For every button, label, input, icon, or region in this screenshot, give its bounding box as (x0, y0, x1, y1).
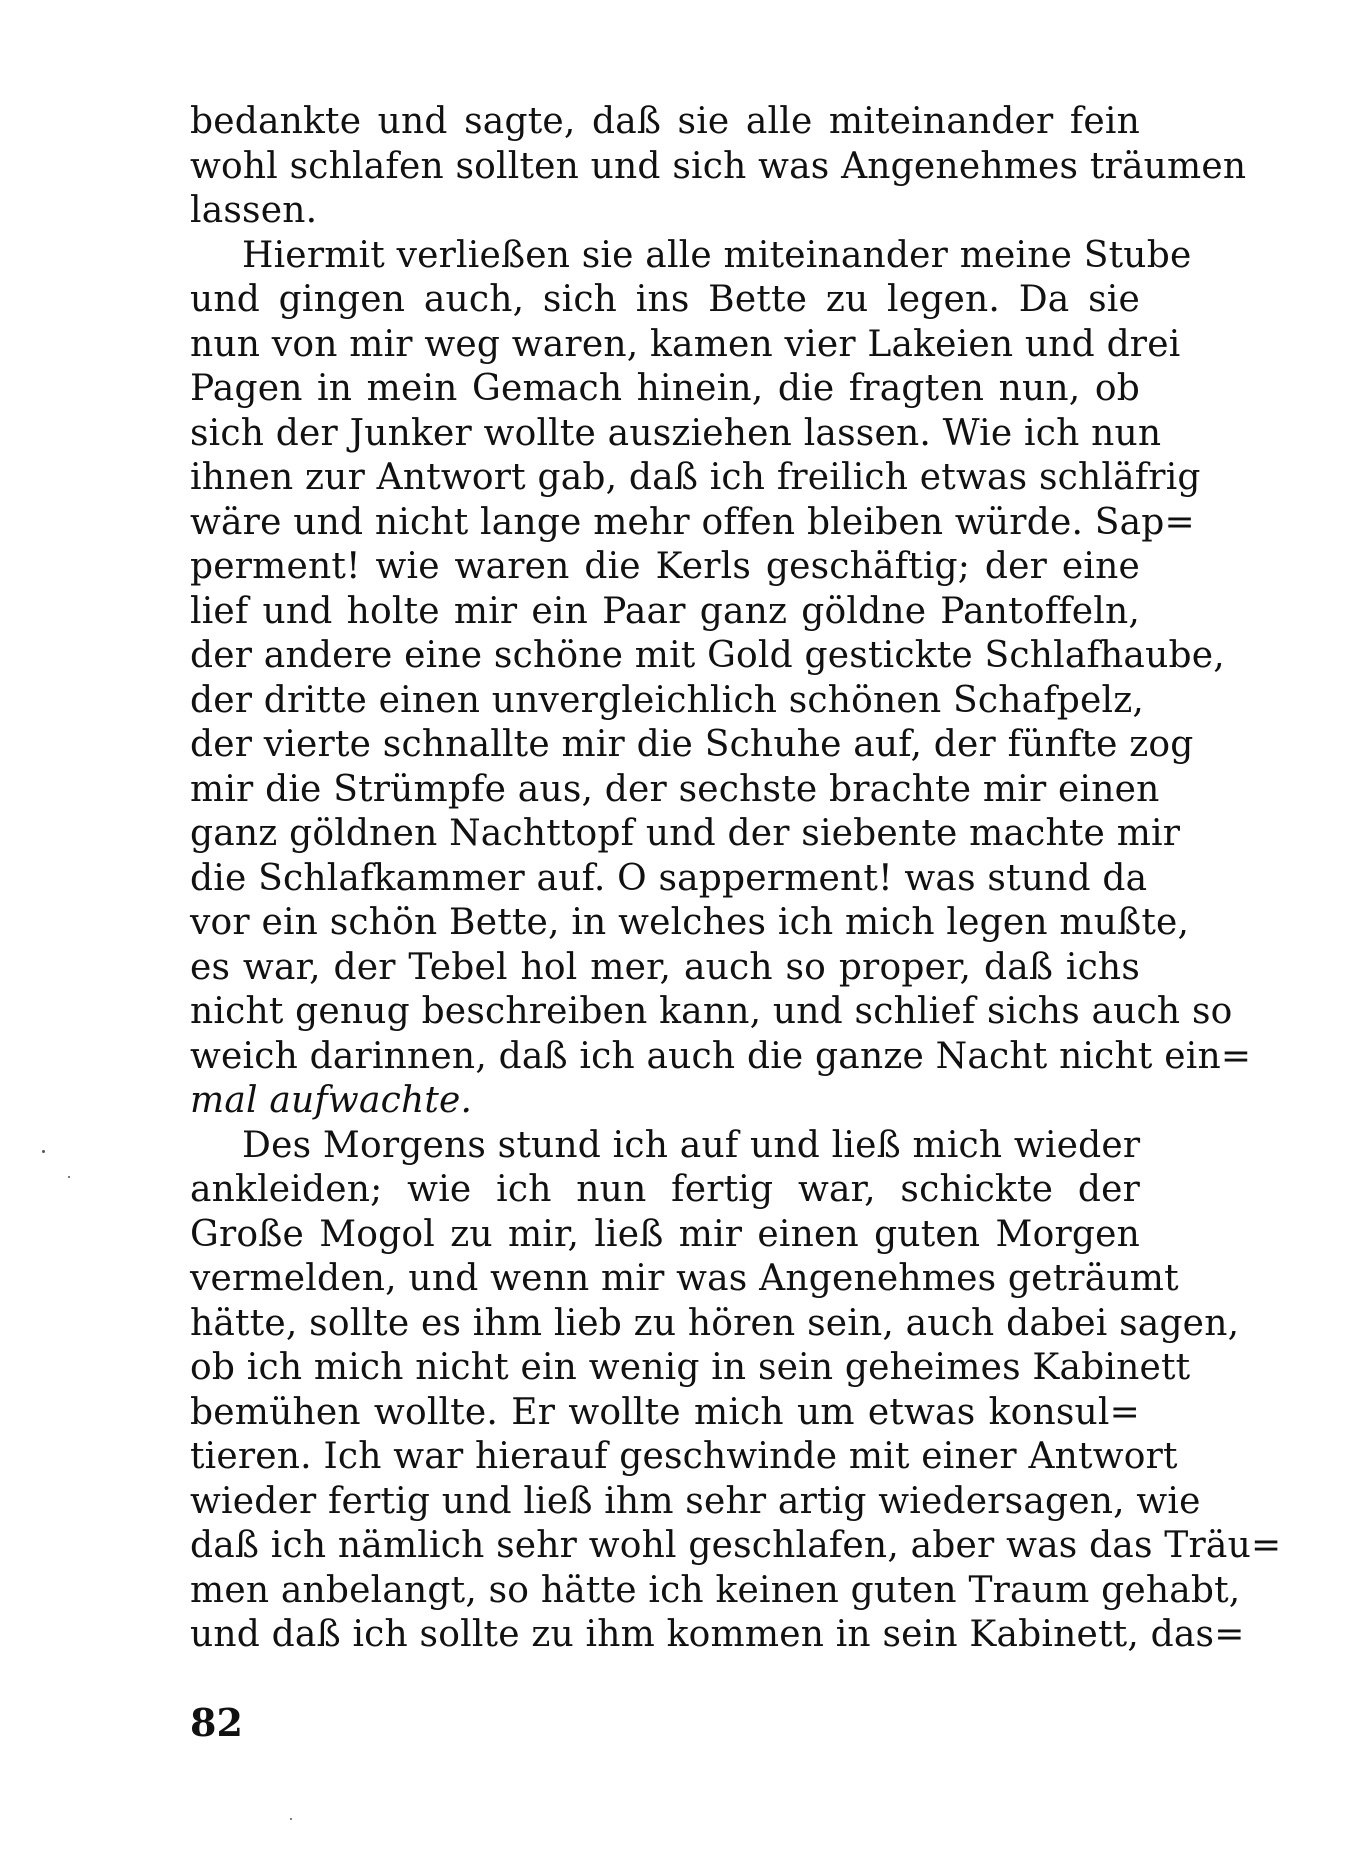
text-line: die Schlafkammer auf. O sapperment! was stund da (190, 857, 1148, 899)
text-line: lief und holte mir ein Paar ganz göldne Pantoffeln, (190, 590, 1140, 632)
text-line: der andere eine schöne mit Gold gestickte Schlafhaube, (190, 635, 1225, 676)
text-line: vermelden, und wenn mir was Angenehmes geträumt (190, 1258, 1179, 1299)
text-line: perment! wie waren die Kerls geschäftig; der eine (190, 546, 1140, 587)
text-line: nicht genug beschreiben kann, und schlief sichs auch so (190, 991, 1233, 1032)
scan-speck (290, 1818, 292, 1820)
text-line: ihnen zur Antwort gab, daß ich freilich etwas schläfrig (190, 457, 1201, 498)
text-line: es war, der Tebel hol mer, auch so proper, daß ichs (190, 946, 1140, 988)
text-line: nun von mir weg waren, kamen vier Lakeien und drei (190, 323, 1181, 365)
page-number: 82 (190, 1700, 243, 1745)
text-line: und daß ich sollte zu ihm kommen in sein Kabinett, das= (190, 1614, 1245, 1655)
text-line: wäre und nicht lange mehr offen bleiben würde. Sap= (190, 501, 1195, 543)
text-line: ob ich mich nicht ein wenig in sein geheimes Kabinett (190, 1347, 1191, 1388)
text-line: daß ich nämlich sehr wohl geschlafen, aber was das Träu= (190, 1525, 1282, 1566)
text-line: der dritte einen unvergleichlich schönen Schafpelz, (190, 679, 1145, 721)
text-line: men anbelangt, so hätte ich keinen guten Traum gehabt, (190, 1569, 1241, 1611)
text-line: vor ein schön Bette, in welches ich mich legen mußte, (190, 902, 1190, 943)
text-line: tieren. Ich war hierauf geschwinde mit einer Antwort (190, 1436, 1178, 1477)
scan-speck (68, 1176, 70, 1178)
scan-speck (42, 1150, 45, 1153)
text-line: Des Morgens stund ich auf und ließ mich wieder (242, 1124, 1141, 1166)
text-line: und gingen auch, sich ins Bette zu legen. Da sie (190, 279, 1140, 320)
text-line: bedankte und sagte, daß sie alle miteinander fein (190, 101, 1140, 142)
text-line: mir die Strümpfe aus, der sechste brachte mir einen (190, 768, 1160, 810)
text-line: hätte, sollte es ihm lieb zu hören sein, auch dabei sagen, (190, 1302, 1240, 1344)
text-line: Hiermit verließen sie alle miteinander meine Stube (242, 234, 1192, 276)
text-line: mal aufwachte. (190, 1080, 473, 1121)
text-line: lassen. (190, 190, 318, 231)
text-line: ganz göldnen Nachttopf und der siebente machte mir (190, 813, 1181, 854)
text-line: ankleiden; wie ich nun fertig war, schickte der (190, 1169, 1140, 1210)
text-line: weich darinnen, daß ich auch die ganze Nacht nicht ein= (190, 1035, 1252, 1077)
text-line: der vierte schnallte mir die Schuhe auf, der fünfte zog (190, 724, 1194, 765)
text-line: bemühen wollte. Er wollte mich um etwas konsul= (190, 1391, 1140, 1433)
text-line: sich der Junker wollte ausziehen lassen. Wie ich nun (190, 412, 1162, 454)
text-line: wieder fertig und ließ ihm sehr artig wiedersagen, wie (190, 1480, 1201, 1522)
text-line: Pagen in mein Gemach hinein, die fragten nun, ob (190, 368, 1140, 409)
text-line: wohl schlafen sollten und sich was Angenehmes träumen (190, 145, 1247, 187)
text-line: Große Mogol zu mir, ließ mir einen guten Morgen (190, 1213, 1140, 1255)
page-text-block (190, 100, 1282, 1658)
